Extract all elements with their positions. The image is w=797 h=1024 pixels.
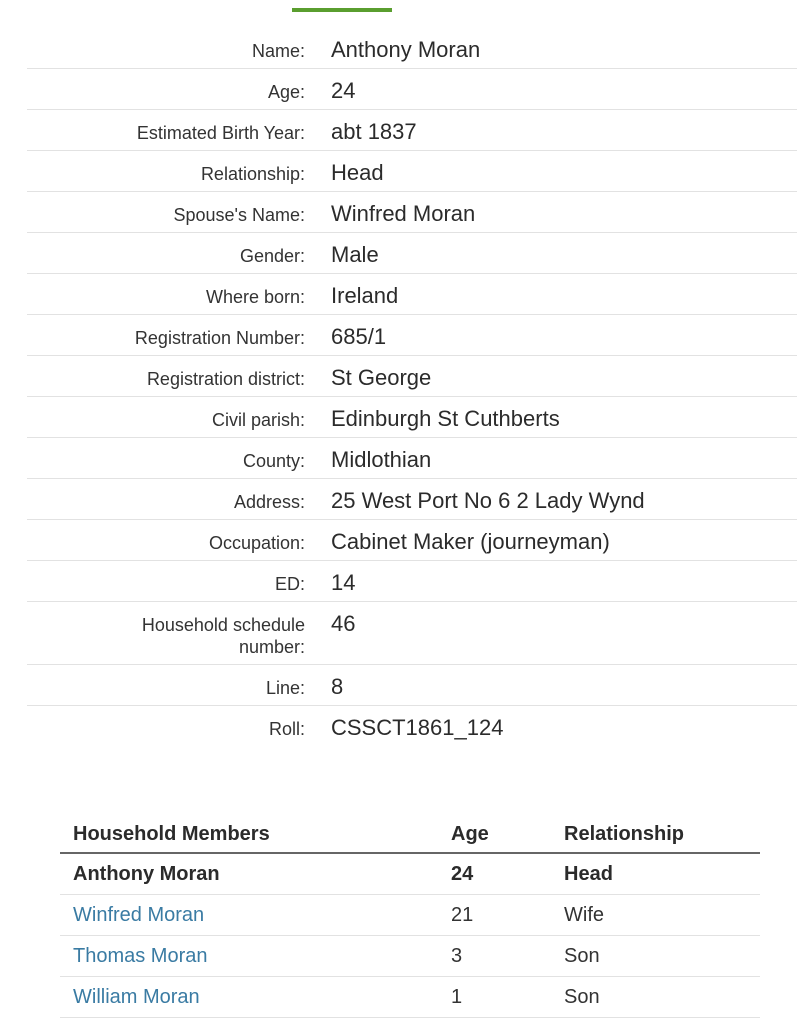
fact-label: Registration district: [146, 369, 305, 389]
table-row [60, 895, 760, 936]
fact-value: Anthony Moran [331, 37, 481, 62]
member-age: 1 [438, 977, 551, 1018]
fact-value: 685/1 [331, 324, 387, 349]
member-relationship: Head [551, 853, 760, 895]
fact-label: Spouse's Name: [173, 205, 305, 225]
fact-row-line [27, 665, 797, 706]
fact-row-household-schedule [27, 602, 797, 665]
fact-row-relationship [27, 151, 797, 192]
column-header-name: Household Members [60, 818, 438, 853]
fact-row-registration-number [27, 315, 797, 356]
fact-row-spouse [27, 192, 797, 233]
member-age: 21 [438, 895, 551, 936]
table-row [60, 977, 760, 1018]
fact-value: CSSCT1861_124 [331, 715, 504, 740]
member-name-link[interactable]: William Moran [73, 985, 200, 1008]
fact-label: Age: [267, 82, 305, 102]
fact-label: Registration Number: [134, 328, 305, 348]
fact-value: Edinburgh St Cuthberts [331, 406, 560, 431]
member-relationship: Son [551, 977, 760, 1018]
household-members-table [60, 818, 760, 1018]
fact-value: Head [331, 160, 384, 185]
fact-row-name [27, 28, 797, 69]
fact-value: 24 [331, 78, 356, 103]
record-facts-list [27, 28, 797, 747]
fact-label: Roll: [268, 719, 305, 739]
member-name-cell [60, 977, 438, 1018]
fact-value: abt 1837 [331, 119, 417, 144]
fact-label: Occupation: [208, 533, 305, 553]
fact-label: Estimated Birth Year: [136, 123, 305, 143]
fact-row-civil-parish [27, 397, 797, 438]
fact-label: Line: [265, 678, 305, 698]
table-row [60, 936, 760, 977]
member-age: 24 [438, 853, 551, 895]
fact-row-registration-district [27, 356, 797, 397]
fact-value: 25 West Port No 6 2 Lady Wynd [331, 488, 645, 513]
member-age: 3 [438, 936, 551, 977]
table-row-self [60, 853, 760, 895]
fact-value: 14 [331, 570, 356, 595]
column-header-age: Age [438, 818, 551, 853]
fact-value: Male [331, 242, 379, 267]
fact-value: Midlothian [331, 447, 432, 472]
fact-row-birthplace [27, 274, 797, 315]
member-name-link[interactable]: Thomas Moran [73, 944, 208, 967]
fact-row-address [27, 479, 797, 520]
section-accent-bar [292, 8, 392, 12]
fact-label: Civil parish: [211, 410, 305, 430]
member-relationship: Wife [551, 895, 760, 936]
fact-row-roll [27, 706, 797, 747]
fact-row-gender [27, 233, 797, 274]
fact-row-ed [27, 561, 797, 602]
fact-label: Where born: [205, 287, 305, 307]
column-header-relationship: Relationship [551, 818, 760, 853]
fact-value: St George [331, 365, 432, 390]
fact-label: Relationship: [200, 164, 305, 184]
fact-label: Household schedule number: [141, 615, 305, 657]
fact-row-birth-year [27, 110, 797, 151]
fact-row-occupation [27, 520, 797, 561]
table-header-row [60, 818, 760, 853]
fact-value: 8 [331, 674, 344, 699]
member-name-cell [60, 936, 438, 977]
member-relationship: Son [551, 936, 760, 977]
fact-label: Gender: [239, 246, 305, 266]
fact-label: Name: [251, 41, 305, 61]
member-name: Anthony Moran [60, 853, 438, 895]
fact-row-age [27, 69, 797, 110]
fact-label: ED: [274, 574, 305, 594]
member-name-link[interactable]: Winfred Moran [73, 903, 205, 926]
member-name-cell [60, 895, 438, 936]
fact-label: Address: [233, 492, 305, 512]
fact-value: Cabinet Maker (journeyman) [331, 529, 610, 554]
fact-row-county [27, 438, 797, 479]
fact-value: Winfred Moran [331, 201, 476, 226]
fact-label: County: [242, 451, 305, 471]
fact-value: 46 [331, 611, 356, 636]
fact-value: Ireland [331, 283, 399, 308]
